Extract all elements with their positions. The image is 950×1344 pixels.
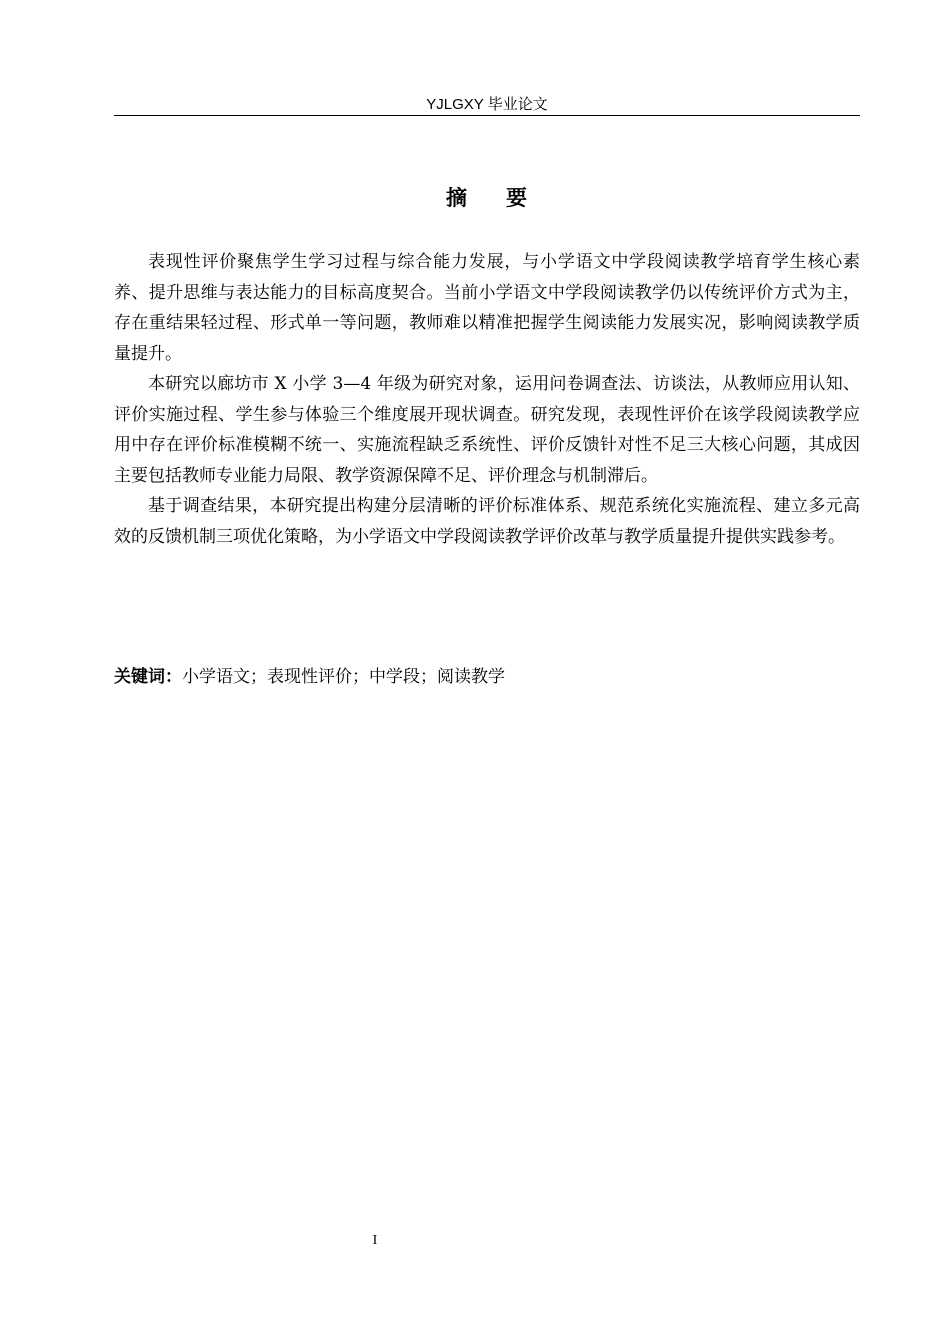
header-divider <box>114 115 860 116</box>
abstract-body <box>114 247 860 552</box>
page-header: YJLGXY 毕业论文 <box>426 96 548 113</box>
abstract-title-part2: 要 <box>506 186 528 210</box>
keywords-line <box>114 662 860 692</box>
abstract-paragraph-1: 表现性评价聚焦学生学习过程与综合能力发展，与小学语文中学段阅读教学培育学生核心素养、提升思维与表达能力的目标高度契合。当前小学语文中学段阅读教学仍以传统评价方式为主，存在重结果轻过程、形式单一等问题，教师难以精准把握学生阅读能力发展实况，影响阅读教学质量提升。 <box>114 252 860 364</box>
abstract-title <box>114 183 860 213</box>
page-number: I <box>372 1233 378 1248</box>
abstract-paragraph-2: 本研究以廊坊市 X 小学 3—4 年级为研究对象，运用问卷调查法、访谈法，从教师应用认知、评价实施过程、学生参与体验三个维度展开现状调查。研究发现，表现性评价在该学段阅读教学应用中存在评价标准模糊不统一、实施流程缺乏系统性、评价反馈针对性不足三大核心问题，其成因主要包括教师专业能力局限、教学资源保障不足、评价理念与机制滞后。 <box>114 374 860 486</box>
abstract-paragraph-3: 基于调查结果，本研究提出构建分层清晰的评价标准体系、规范系统化实施流程、建立多元高效的反馈机制三项优化策略，为小学语文中学段阅读教学评价改革与教学质量提升提供实践参考。 <box>114 496 860 547</box>
keywords-value: 小学语文；表现性评价；中学段；阅读教学 <box>182 667 505 687</box>
keywords-label: 关键词： <box>114 667 182 687</box>
abstract-title-part1: 摘 <box>446 186 468 210</box>
